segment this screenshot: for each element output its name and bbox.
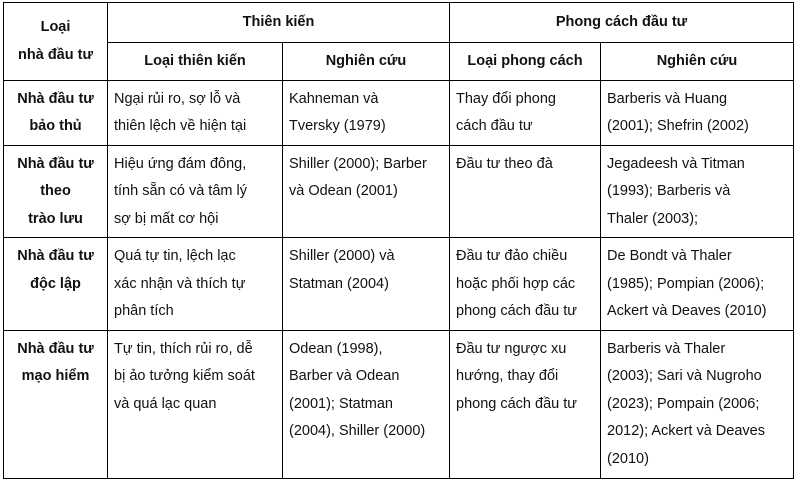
table-row	[4, 330, 794, 478]
style-cell: Thay đổi phong cách đầu tư	[450, 80, 601, 145]
bias-research-cell: Odean (1998), Barber và Odean (2001); Statman (2004), Shiller (2000)	[283, 330, 450, 478]
style-cell: Đầu tư theo đà	[450, 145, 601, 238]
header-investor-type: Loại nhà đầu tư	[4, 3, 108, 81]
style-cell: Đầu tư ngược xu hướng, thay đổi phong cách đầu tư	[450, 330, 601, 478]
bias-research-cell: Shiller (2000); Barber và Odean (2001)	[283, 145, 450, 238]
header-style-type: Loại phong cách	[450, 43, 601, 81]
bias-research-cell: Shiller (2000) và Statman (2004)	[283, 238, 450, 331]
header-style-research: Nghiên cứu	[601, 43, 794, 81]
bias-research-cell: Kahneman và Tversky (1979)	[283, 80, 450, 145]
header-row-sub	[4, 43, 794, 81]
investor-type-cell: Nhà đầu tư độc lập	[4, 238, 108, 331]
style-cell: Đầu tư đảo chiều hoặc phối hợp các phong cách đầu tư	[450, 238, 601, 331]
investor-bias-style-table	[3, 2, 794, 479]
style-research-cell: Barberis và Thaler (2003); Sari và Nugroho (2023); Pompain (2006; 2012); Ackert và Deaves (2010)	[601, 330, 794, 478]
table-row	[4, 238, 794, 331]
investor-type-cell: Nhà đầu tư theo trào lưu	[4, 145, 108, 238]
bias-cell: Quá tự tin, lệch lạc xác nhận và thích tự phân tích	[108, 238, 283, 331]
header-bias-group: Thiên kiến	[108, 3, 450, 43]
header-style-group: Phong cách đầu tư	[450, 3, 794, 43]
table-row	[4, 145, 794, 238]
bias-cell: Tự tin, thích rủi ro, dễ bị ảo tưởng kiểm soát và quá lạc quan	[108, 330, 283, 478]
bias-cell: Ngại rủi ro, sợ lỗ và thiên lệch về hiện tại	[108, 80, 283, 145]
table-row	[4, 80, 794, 145]
header-bias-research: Nghiên cứu	[283, 43, 450, 81]
investor-type-cell: Nhà đầu tư mạo hiểm	[4, 330, 108, 478]
bias-cell: Hiệu ứng đám đông, tính sẵn có và tâm lý sợ bị mất cơ hội	[108, 145, 283, 238]
investor-type-cell: Nhà đầu tư bảo thủ	[4, 80, 108, 145]
style-research-cell: Barberis và Huang (2001); Shefrin (2002)	[601, 80, 794, 145]
style-research-cell: Jegadeesh và Titman (1993); Barberis và Thaler (2003);	[601, 145, 794, 238]
header-row-top	[4, 3, 794, 43]
header-bias-type: Loại thiên kiến	[108, 43, 283, 81]
style-research-cell: De Bondt và Thaler (1985); Pompian (2006); Ackert và Deaves (2010)	[601, 238, 794, 331]
